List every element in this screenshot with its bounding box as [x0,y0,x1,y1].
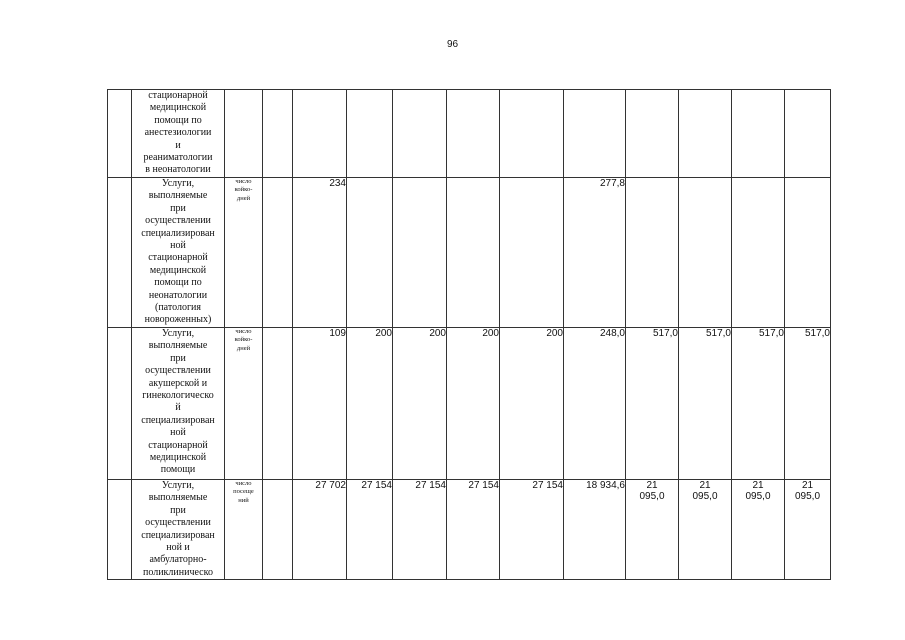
value-cell [626,90,679,178]
row-number-cell [108,327,132,479]
value-cell: 200 [500,327,564,479]
table-row [108,178,831,328]
value-cell [679,90,732,178]
value-cell: 248,0 [564,327,626,479]
unit-cell [225,90,263,178]
empty-cell [263,327,293,479]
empty-cell [263,178,293,328]
value-cell [679,178,732,328]
value-cell: 517,0 [626,327,679,479]
row-number-cell [108,178,132,328]
table-row [108,90,831,178]
value-cell: 200 [447,327,500,479]
unit-cell: число посеще ний [225,479,263,579]
value-cell [347,90,393,178]
unit-cell: число койко- дней [225,178,263,328]
value-cell [293,90,347,178]
value-cell: 21 095,0 [732,479,785,579]
value-cell: 18 934,6 [564,479,626,579]
value-cell [785,178,831,328]
value-cell: 277,8 [564,178,626,328]
value-cell [626,178,679,328]
value-cell [393,90,447,178]
value-cell [732,178,785,328]
table-row [108,327,831,479]
table-row [108,479,831,579]
value-cell [732,90,785,178]
value-cell: 517,0 [785,327,831,479]
value-cell: 27 154 [447,479,500,579]
value-cell: 109 [293,327,347,479]
value-cell [564,90,626,178]
value-cell: 517,0 [679,327,732,479]
empty-cell [263,90,293,178]
page-number: 96 [446,39,459,50]
service-name-cell: Услуги, выполняемые при осуществлении специализирован ной стационарной медицинской помощи по неонатологии (патология новороженных) [132,178,225,328]
value-cell: 27 702 [293,479,347,579]
value-cell: 21 095,0 [679,479,732,579]
value-cell: 517,0 [732,327,785,479]
services-table [107,89,831,580]
value-cell [500,178,564,328]
service-name-cell: Услуги, выполняемые при осуществлении специализирован ной и амбулаторно- поликлиническо [132,479,225,579]
empty-cell [263,479,293,579]
value-cell: 27 154 [347,479,393,579]
value-cell: 200 [393,327,447,479]
unit-cell: число койко- дней [225,327,263,479]
value-cell [500,90,564,178]
value-cell: 21 095,0 [626,479,679,579]
value-cell: 27 154 [500,479,564,579]
value-cell: 21 095,0 [785,479,831,579]
value-cell: 200 [347,327,393,479]
service-name-cell: стационарной медицинской помощи по анестезиологии и реаниматологии в неонатологии [132,90,225,178]
row-number-cell [108,479,132,579]
value-cell [347,178,393,328]
service-name-cell: Услуги, выполняемые при осуществлении акушерской и гинекологическо й специализирован ной стационарной медицинской помощи [132,327,225,479]
row-number-cell [108,90,132,178]
value-cell: 27 154 [393,479,447,579]
value-cell: 234 [293,178,347,328]
value-cell [447,178,500,328]
value-cell [393,178,447,328]
value-cell [447,90,500,178]
value-cell [785,90,831,178]
